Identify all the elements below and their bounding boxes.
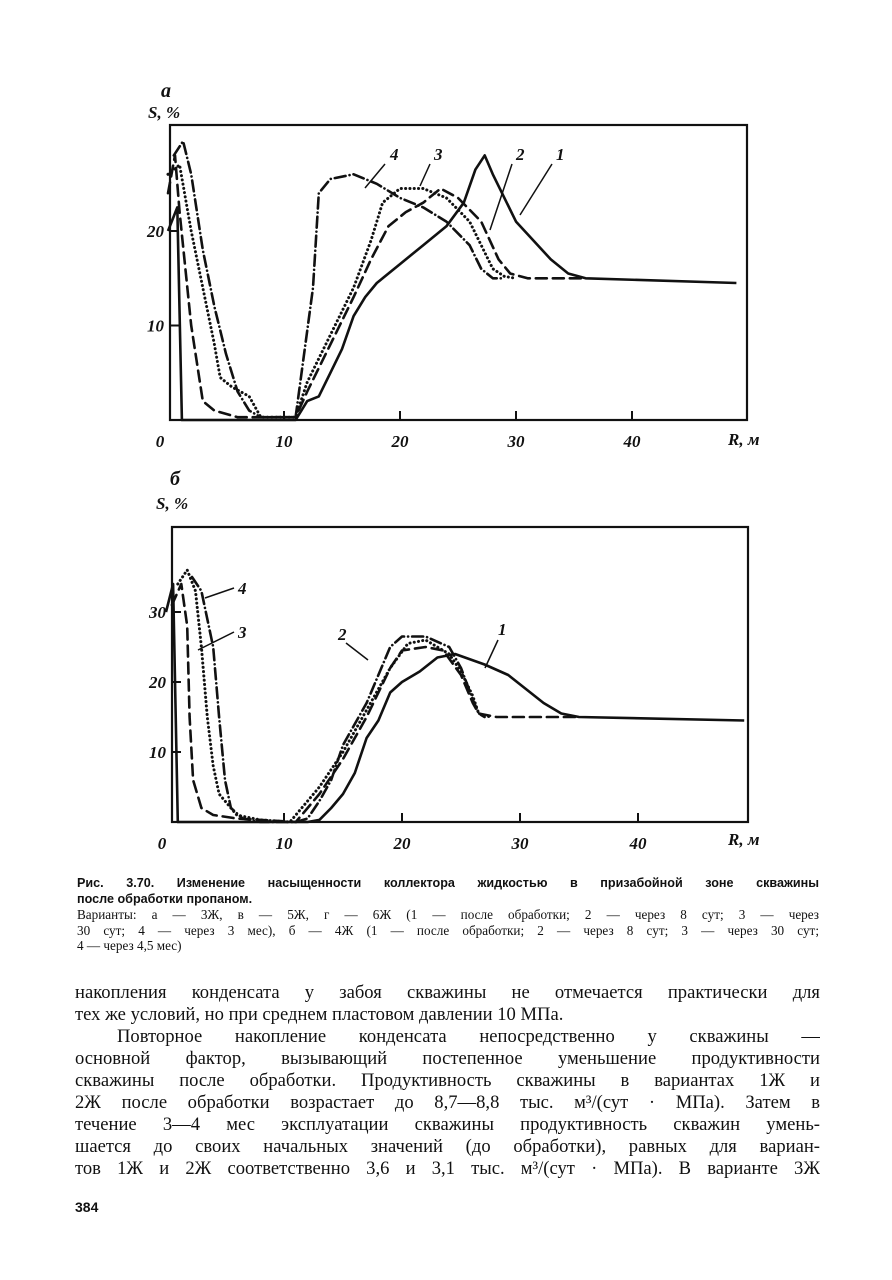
caption-title-line: после обработки пропаном. (77, 891, 253, 906)
plot-frame (170, 125, 747, 420)
y-axis-label-a: S, % (148, 103, 181, 122)
series-label: 4 (390, 145, 399, 164)
series-leader-line (198, 632, 234, 650)
body-line: тов 1Ж и 2Ж соответственно 3,6 и 3,1 тыс. м³/(сут · МПа). В варианте 3Ж (75, 1158, 820, 1179)
series-label: 1 (498, 620, 507, 639)
series-line-4 (174, 141, 505, 417)
x-tick-label: 0 (157, 834, 167, 853)
series-leader-line (485, 640, 498, 668)
series-line-2 (172, 584, 579, 822)
x-tick-label: 30 (507, 432, 525, 451)
series-label: 2 (516, 145, 525, 164)
y-tick-label: 20 (147, 222, 164, 241)
x-tick-label: 40 (629, 834, 647, 853)
x-axis-label-b: R, м (728, 830, 760, 849)
body-line: Повторное накопление конденсата непосредственно у скважины — (117, 1026, 820, 1047)
series-label: 3 (434, 145, 443, 164)
series-leader-line (420, 164, 430, 186)
series-leader-line (346, 643, 368, 660)
series-label: 4 (238, 579, 247, 598)
y-tick-label: 20 (149, 673, 166, 692)
y-tick-label: 30 (149, 603, 166, 622)
panel-label-a: а (161, 80, 171, 102)
page-number: 384 (75, 1199, 99, 1215)
body-line: течение 3—4 мес эксплуатации скважины продуктивность скважин умень- (75, 1114, 820, 1135)
x-tick-label: 0 (155, 432, 165, 451)
series-label: 1 (556, 145, 565, 164)
x-axis-label-a: R, м (728, 430, 760, 449)
caption-note-line: 30 сут; 4 — через 3 мес), б — 4Ж (1 — после обработки; 2 — через 8 сут; 3 — через 30 сут; (77, 922, 819, 938)
y-tick-label: 10 (147, 316, 164, 336)
series-line-2 (168, 155, 586, 417)
y-axis-label-b: S, % (156, 494, 189, 513)
caption-note-line: 4 — через 4,5 мес) (77, 938, 182, 953)
body-line: скважины после обработки. Продуктивность скважины в вариантах 1Ж и (75, 1070, 820, 1091)
figure-caption (77, 876, 819, 954)
y-tick-label: 10 (149, 743, 166, 762)
panel-label-b: б (170, 468, 180, 490)
series-label: 3 (238, 623, 247, 642)
x-tick-label: 30 (511, 834, 529, 853)
x-tick-label: 20 (393, 834, 411, 853)
body-line: шается до своих начальных значений (до обработки), равных для вариан- (75, 1136, 820, 1157)
series-line-4 (192, 577, 485, 822)
x-tick-label: 40 (623, 432, 641, 451)
body-text (75, 982, 820, 1180)
body-line: основной фактор, вызывающий постепенное уменьшение продуктивности (75, 1048, 820, 1069)
body-line: накопления конденсата у забоя скважины не отмечается практически для (75, 982, 820, 1003)
x-tick-label: 20 (391, 432, 409, 451)
series-label: 2 (338, 625, 347, 644)
series-line-1 (166, 584, 744, 822)
series-leader-line (205, 588, 234, 598)
body-line: 2Ж после обработки возрастает до 8,7—8,8 тыс. м³/(сут · МПа). Затем в (75, 1092, 820, 1113)
body-line: тех же условий, но при среднем пластовом давлении 10 МПа. (75, 1004, 564, 1025)
caption-note-line: Варианты: а — 3Ж, в — 5Ж, г — 6Ж (1 — после обработки; 2 — через 8 сут; 3 — через (77, 907, 819, 922)
series-leader-line (520, 164, 552, 215)
x-tick-label: 10 (275, 432, 293, 451)
x-tick-label: 10 (275, 834, 293, 853)
caption-title-line: Рис. 3.70. Изменение насыщенности коллектора жидкостью в призабойной зоне скважины (77, 876, 819, 890)
